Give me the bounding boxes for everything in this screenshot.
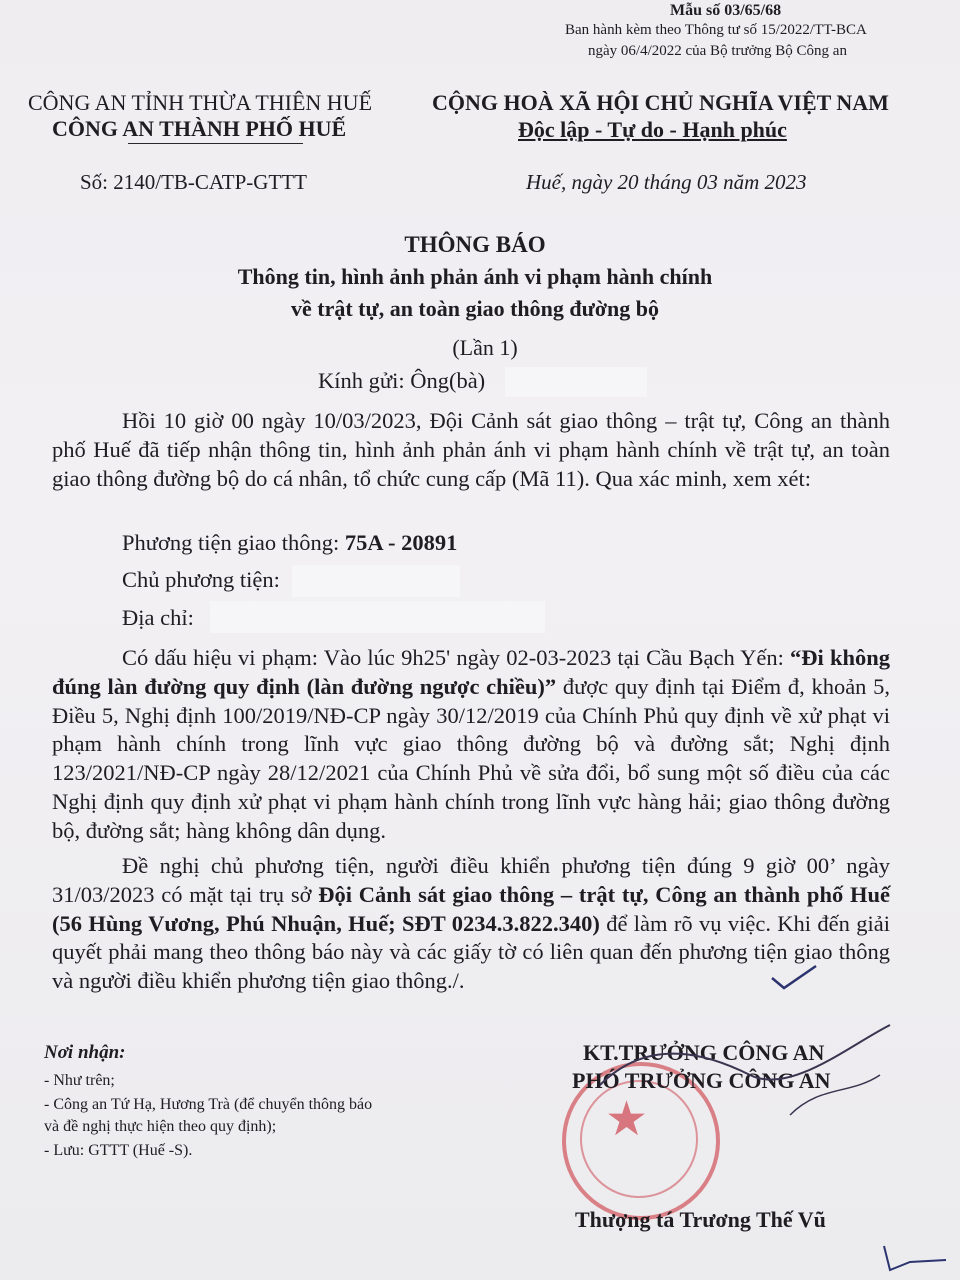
notice-title: THÔNG BÁO: [404, 232, 546, 257]
signer-name: Thượng tá Trương Thế Vũ: [575, 1207, 826, 1232]
paragraph-summons: [52, 852, 890, 996]
signature-title-2: PHÓ TRƯỞNG CÔNG AN: [572, 1068, 831, 1093]
violation-description: “Đi không đúng làn đường quy định (làn đường ngược chiều)”: [52, 645, 890, 699]
violation-text-a: Có dấu hiệu vi phạm: Vào lúc 9h25' ngày 02-03-2023 tại Cầu Bạch Yến:: [122, 645, 791, 670]
summons-text-a: Đề nghị chủ phương tiện, người điều khiển phương tiện đúng 9 giờ 00’ ngày 31/03/2023 có mặt tại trụ sở: [52, 853, 890, 907]
paragraph-receipt-text: Hồi 10 giờ 00 ngày 10/03/2023, Đội Cảnh sát giao thông – trật tự, Công an thành phố Huế đã tiếp nhận thông tin, hình ảnh phản ánh vi phạm hành chính về trật tự, an toàn giao thông đường bộ do cá nhân, tổ chức cung cấp (Mã 11). Qua xác minh, xem xét:: [52, 408, 890, 491]
agency-name: CÔNG AN THÀNH PHỐ HUẾ: [52, 116, 347, 141]
paragraph-violation: [52, 644, 890, 846]
recipients-line-1: - Như trên;: [44, 1072, 115, 1089]
agency-parent: CÔNG AN TỈNH THỪA THIÊN HUẾ: [28, 90, 373, 115]
notice-subtitle-1: Thông tin, hình ảnh phản ánh vi phạm hành chính: [237, 264, 713, 289]
summons-text-b: để làm rõ vụ việc. Khi đến giải quyết phải mang theo thông báo này và các giấy tờ có liên quan đến phương tiện giao thông và người điều khiển phương tiện giao thông./.: [52, 910, 890, 994]
agency-underline: [128, 143, 303, 144]
recipients-heading: Nơi nhận:: [44, 1042, 126, 1063]
handwritten-signature-icon: [590, 1015, 910, 1145]
check-mark-icon: [770, 962, 820, 992]
notice-subtitle-2: về trật tự, an toàn giao thông đường bộ: [290, 296, 659, 321]
redacted-address: [210, 601, 545, 633]
form-number: Mẫu số 03/65/68: [670, 2, 782, 19]
place-date: Huế, ngày 20 tháng 03 năm 2023: [526, 170, 807, 194]
vehicle-plate: 75A - 20891: [344, 530, 458, 555]
form-issued-line1: Ban hành kèm theo Thông tư số 15/2022/TT-BCA: [565, 22, 867, 38]
redacted-owner-name: [292, 565, 460, 597]
violation-text-b: được quy định tại Điểm đ, khoản 5, Điều 5, Nghị định 100/2019/NĐ-CP ngày 30/12/2019 của Chính Phủ quy định về xử phạt vi phạm hành chính trong lĩnh vực giao thông đường bộ và đường sắt; Nghị định 123/2021/NĐ-CP ngày 28/12/2021 của Chính Phủ về sửa đổi, bổ sung một số điều của các Nghị định quy định xử phạt vi phạm hành chính trong lĩnh vực hàng hải; giao thông đường bộ, đường sắt; hàng không dân dụng.: [52, 673, 891, 843]
vehicle-line: [122, 530, 457, 556]
document-number: Số: 2140/TB-CATP-GTTT: [80, 170, 307, 194]
recipients-line-4: - Lưu: GTTT (Huế -S).: [44, 1142, 193, 1159]
form-issued-line2: ngày 06/4/2022 của Bộ trưởng Bộ Công an: [588, 43, 847, 59]
paragraph-receipt: [52, 407, 890, 493]
recipient-salutation: Kính gửi: Ông(bà): [318, 368, 486, 393]
redacted-recipient-name: [505, 367, 647, 397]
recipients-line-2: - Công an Tứ Hạ, Hương Trà (để chuyển thông báo: [44, 1096, 373, 1113]
nation-title: CỘNG HOÀ XÃ HỘI CHỦ NGHĨA VIỆT NAM: [432, 90, 889, 115]
summons-location: Đội Cảnh sát giao thông – trật tự, Công an thành phố Huế (56 Hùng Vương, Phú Nhuận, Huế; SĐT 0234.3.822.340): [52, 881, 890, 936]
national-motto: Độc lập - Tự do - Hạnh phúc: [518, 117, 787, 142]
signature-title-1: KT.TRƯỞNG CÔNG AN: [583, 1040, 825, 1065]
pen-scribble-icon: [880, 1240, 950, 1275]
owner-label: Chủ phương tiện:: [122, 567, 280, 592]
vehicle-label: Phương tiện giao thông:: [122, 530, 345, 555]
notice-round: (Lần 1): [452, 335, 518, 360]
recipients-line-3: và đề nghị thực hiện theo quy định);: [44, 1118, 277, 1135]
address-label: Địa chỉ:: [122, 605, 194, 630]
stamp-star-icon: ★: [605, 1093, 649, 1146]
